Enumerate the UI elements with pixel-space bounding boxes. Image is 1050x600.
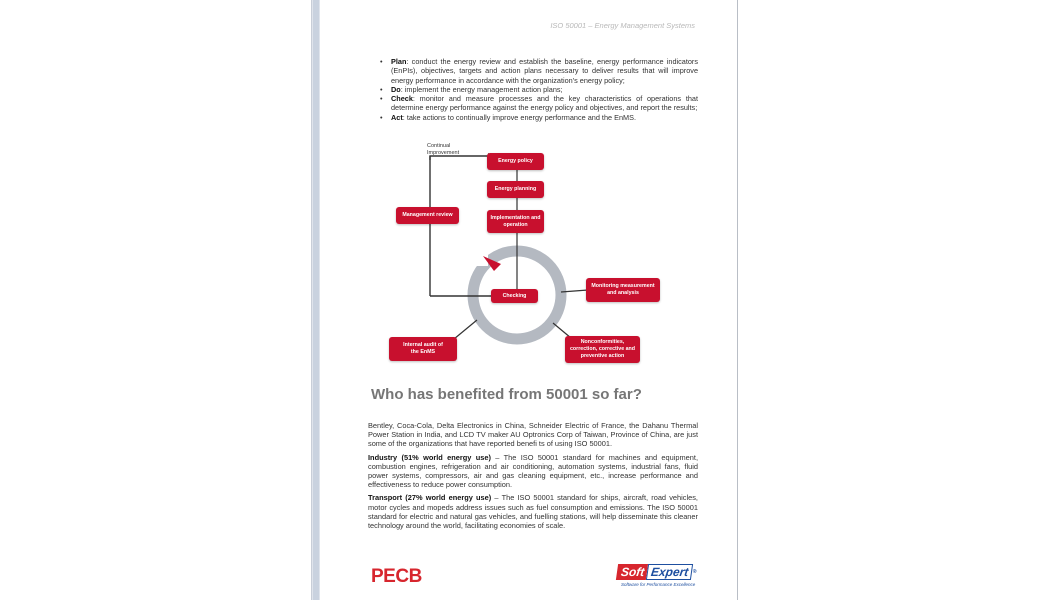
list-item-term: Check [391,94,413,104]
softexpert-tagline: Software for Performance Excellence [621,582,696,587]
list-item [380,113,698,122]
list-item-text: : take actions to continually improve energy performance and the EnMS. [402,112,636,122]
monitoring-box: Monitoring measurement and analysis [586,278,660,302]
running-header: ISO 50001 – Energy Management Systems [550,21,695,30]
list-item [380,85,698,94]
list-item [380,57,698,85]
viewer-scroll-gutter[interactable] [311,0,320,600]
document-page [320,0,738,600]
energy-planning-box: Energy planning [487,181,544,198]
transport-paragraph: Transport (27% world energy use) – The ISO 50001 standard for ships, aircraft, road vehicles, motor cycles and mopeds address issues such as fuel consumption and emissions. The ISO 50001 standard for electric and natural gas vehicles, and fuelling stations, will help disseminate this cleaner technology around the world, facilitating economies of scale. [368,493,698,531]
nonconformities-box: Nonconformities, correction, corrective and preventive action [565,336,640,363]
list-item-term: Plan [391,57,407,66]
implementation-box: Implementation and operation [487,210,544,233]
intro-paragraph: Bentley, Coca-Cola, Delta Electronics in China, Schneider Electric of France, the Dahanu Thermal Power Station in India, and LCD TV maker AU Optronics Corp of Taiwan, Province of China, are just some of the organizations that have reported benefi ts of using ISO 50001. [368,421,698,449]
list-item-text: : implement the energy management action plans; [400,84,563,94]
list-item [380,94,698,113]
list-item-term: Act [391,112,403,122]
pecb-logo: PECB [371,566,422,587]
softexpert-logo: Soft Expert ® Software for Performance Excellence [617,564,696,587]
list-item-text: : monitor and measure processes and the key characteristics of operations that determine energy performance against the energy policy and objectives, and report the results; [391,94,698,113]
section-body [368,421,698,534]
enms-cycle-diagram [320,140,737,370]
checking-box: Checking [491,289,538,303]
link-internal-audit [454,320,477,339]
list-item-term: Do [391,84,401,94]
continual-improvement-label: Continual Improvement [427,143,460,156]
internal-audit-box: Internal audit of the EnMS [389,337,457,361]
management-review-box: Management review [396,207,459,224]
list-item-text: : conduct the energy review and establish the baseline, energy performance indicators (EnPIs), objectives, targets and action plans necessary to deliver results that will improve energy performance in accordance with the organization's energy policy; [391,57,698,85]
industry-paragraph: Industry (51% world energy use) – The ISO 50001 standard for machines and equipment, combustion engines, refrigeration and air conditioning, automation systems, industrial fans, fluid power systems, compressors, air and gas cleaning equipment, etc., increase performance and effectiveness to reduce power consumption. [368,452,699,490]
energy-policy-box: Energy policy [487,153,544,170]
section-heading: Who has benefited from 50001 so far? [371,386,642,403]
scrollbar-thumb[interactable] [313,0,319,600]
pdca-list [380,57,698,122]
diagram-connectors [320,140,737,370]
